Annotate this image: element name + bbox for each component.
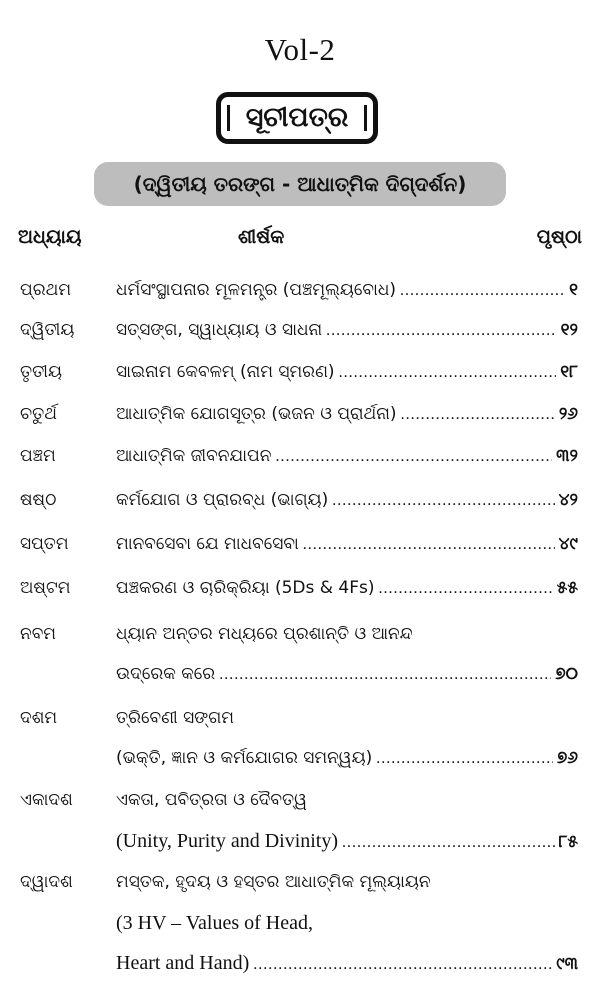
toc-title-line — [116, 362, 578, 388]
dot-leader — [332, 492, 554, 510]
toc-title-text: ମସ୍ତକ, ହୃଦୟ ଓ ହସ୍ତର ଆଧାତ୍ମିକ ମୂଲ୍ୟାୟନ — [116, 872, 431, 892]
volume-label: Vol-2 — [264, 32, 336, 67]
toc-title-line — [116, 952, 578, 978]
toc-title-line — [116, 320, 578, 346]
toc-title-line — [116, 912, 578, 938]
toc-page-number: ୭୬ — [556, 748, 578, 768]
dot-leader — [219, 666, 551, 684]
toc-page-number: ୪୨ — [558, 490, 578, 510]
toc-title-text: ତ୍ରିବେଣୀ ସଙ୍ଗମ — [116, 708, 235, 728]
dot-leader — [400, 282, 565, 300]
toc-title-text: ଉଦ୍ରେକ କରେ — [116, 664, 216, 684]
header-title: ଶୀର୍ଷକ — [238, 226, 285, 248]
toc-title-text: ଧ୍ୟାନ ଅନ୍ତର ମଧ୍ୟରେ ପ୍ରଶାନ୍ତି ଓ ଆନନ୍ଦ — [116, 624, 413, 644]
toc-chapter: ଦ୍ୱିତୀୟ — [20, 320, 75, 340]
toc-title-line — [116, 872, 578, 898]
toc-title-text: (ଭକ୍ତି, ଜ୍ଞାନ ଓ କର୍ମଯୋଗର ସମନ୍ୱୟ) — [116, 748, 373, 768]
dot-leader — [326, 322, 557, 340]
dot-leader — [339, 364, 557, 382]
toc-title-text: ସାଇନାମ କେବଳମ୍ (ନାମ ସ୍ମରଣ) — [116, 362, 335, 382]
toc-title-line — [116, 708, 578, 734]
toc-title-line — [116, 404, 578, 430]
toc-title-line — [116, 664, 578, 690]
dot-leader — [401, 406, 555, 424]
toc-chapter: ପଞ୍ଚମ — [20, 446, 56, 466]
toc-page-number: ୯୩ — [556, 954, 578, 974]
toc-title-line — [116, 790, 578, 816]
toc-chapter: ଦଶମ — [20, 708, 58, 728]
toc-chapter: ଅଷ୍ଟମ — [20, 578, 71, 598]
toc-page-number: ୨୬ — [558, 404, 578, 424]
toc-title-line — [116, 624, 578, 650]
page-title-text: ସୂଚୀପତ୍ର — [245, 102, 349, 133]
toc-title-text: ପଞ୍ଚକରଣ ଓ ଚାରିକ୍ରିୟା (5Ds & 4Fs) — [116, 578, 375, 598]
dot-leader — [303, 536, 555, 554]
toc-title-text: Heart and Hand) — [116, 952, 250, 974]
toc-chapter: ନବମ — [20, 624, 57, 644]
toc-chapter: ସପ୍ତମ — [20, 534, 69, 554]
toc-title-text: ସତ୍‌ସଙ୍ଗ, ସ୍ୱାଧ୍ୟାୟ ଓ ସାଧନା — [116, 320, 323, 340]
toc-title-text: (Unity, Purity and Divinity) — [116, 830, 339, 852]
column-headers — [0, 226, 600, 256]
toc-title-line — [116, 490, 578, 516]
toc-chapter: ଏକାଦଶ — [20, 790, 73, 810]
header-chapter: ଅଧ୍ୟାୟ — [18, 226, 82, 248]
toc-chapter: ଚତୁର୍ଥ — [20, 404, 57, 424]
toc-page-number: ୭୦ — [555, 664, 578, 684]
toc-chapter: ପ୍ରଥମ — [20, 280, 72, 300]
toc-chapter: ଷଷ୍ଠ — [20, 490, 57, 510]
toc-title-text: (3 HV – Values of Head, — [116, 912, 314, 934]
dot-leader — [379, 580, 553, 598]
toc-title-text: ଏକତା, ପବିତ୍ରତା ଓ ଦୈବତ୍ୱ — [116, 790, 307, 810]
toc-title-line — [116, 578, 578, 604]
toc-title-text: ଆଧାତ୍ମିକ ଜୀବନଯାପନ — [116, 446, 272, 466]
toc-title-line — [116, 446, 578, 472]
toc-chapter: ତୃତୀୟ — [20, 362, 62, 382]
toc-title-line — [116, 534, 578, 560]
toc-title-line — [116, 748, 578, 774]
toc-title-text: ଆଧାତ୍ମିକ ଯୋଗସୂତ୍ର (ଭଜନ ଓ ପ୍ରାର୍ଥନା) — [116, 404, 397, 424]
toc-title-text: ମାନବସେବା ଯେ ମାଧବସେବା — [116, 534, 299, 554]
toc-title-text: କର୍ମଯୋଗ ଓ ପ୍ରାରବ୍ଧ (ଭାଗ୍ୟ) — [116, 490, 329, 510]
toc-page-number: ୫୫ — [556, 578, 578, 598]
dot-leader — [275, 448, 552, 466]
toc-page-number: ୧ — [569, 280, 578, 300]
toc-page-number: ୪୯ — [558, 534, 578, 554]
toc-page-number: ୩୨ — [556, 446, 578, 466]
toc-title-line — [116, 280, 578, 306]
dot-leader — [376, 750, 553, 768]
subtitle-text: (ଦ୍ୱିତୀୟ ତରଙ୍ଗ - ଆଧାତ୍ମିକ ଦିଗ୍‌ଦର୍ଶନ) — [133, 172, 467, 196]
toc-title-line — [116, 830, 578, 856]
toc-page-number: ୧୨ — [560, 320, 578, 340]
page-title — [216, 92, 378, 144]
toc-page-number: ୮୫ — [558, 832, 578, 852]
toc-title-text: ଧର୍ମସଂସ୍ଥାପନାର ମୂଳମନ୍ତ୍ର (ପଞ୍ଚମୂଲ୍ୟବୋଧ) — [116, 280, 397, 300]
toc-page-number: ୧୮ — [560, 362, 578, 382]
subtitle-band — [94, 162, 506, 206]
header-page: ପୃଷ୍ଠା — [536, 226, 582, 248]
dot-leader — [342, 834, 554, 852]
toc-chapter: ଦ୍ୱାଦଶ — [20, 872, 73, 892]
dot-leader — [253, 956, 552, 974]
